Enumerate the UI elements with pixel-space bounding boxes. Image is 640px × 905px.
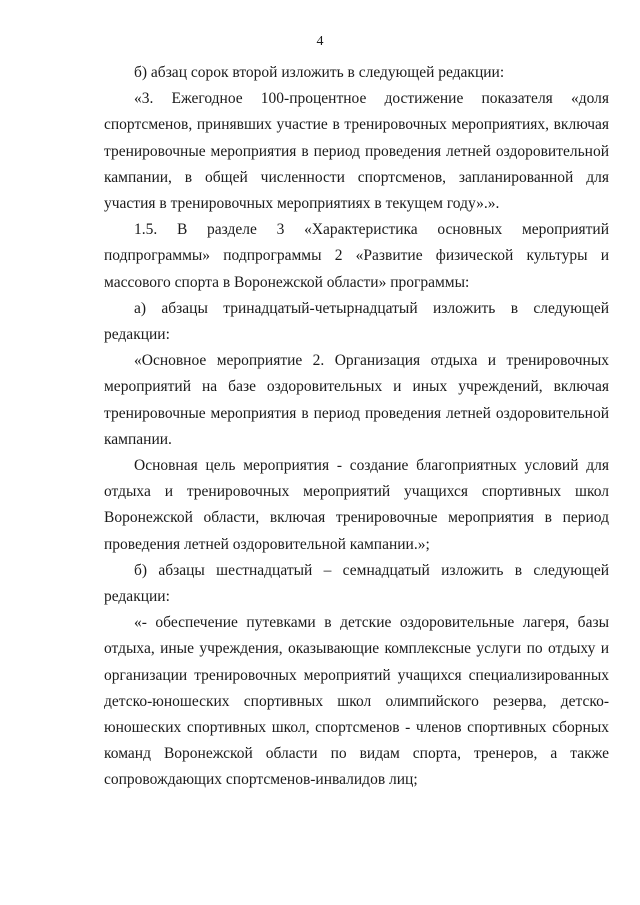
paragraph-5: «Основное мероприятие 2. Организация отдыха и тренировочных мероприятий на базе оздоровительных и иных учреждений, включая тренировочные мероприятия в период проведения летней оздоровительной кампании. [104, 352, 609, 448]
page-number: 4 [316, 34, 324, 49]
paragraph-2: «3. Ежегодное 100-процентное достижение показателя «доля спортсменов, принявших участие в тренировочных мероприятиях, включая тренировочные мероприятия в период проведения летней оздоровительной кампании, в общей численности спортсменов, запланированной для участия в тренировочных мероприятиях в текущем году».». [104, 90, 609, 213]
document-body [104, 60, 609, 794]
paragraph-7: б) абзацы шестнадцатый – семнадцатый изложить в следующей редакции: [104, 561, 609, 606]
paragraph-6: Основная цель мероприятия - создание благоприятных условий для отдыха и тренировочных мероприятий учащихся спортивных школ Воронежской области, включая тренировочные мероприятия в период проведения летней оздоровительной кампании.»; [104, 457, 609, 553]
paragraph-3: 1.5. В разделе 3 «Характеристика основных мероприятий подпрограммы» подпрограммы 2 «Развитие физической культуры и массового спорта в Воронежской области» программы: [104, 221, 609, 291]
paragraph-1: б) абзац сорок второй изложить в следующей редакции: [134, 64, 505, 81]
paragraph-8: «- обеспечение путевками в детские оздоровительные лагеря, базы отдыха, иные учреждения, оказывающие комплексные услуги по отдыху и организации тренировочных мероприятий учащихся специализированных детско-юношеских спортивных школ олимпийского резерва, детско-юношеских спортивных школ, спортсменов - членов спортивных сборных команд Воронежской области по видам спорта, тренеров, а также сопровождающих спортсменов-инвалидов лиц; [104, 614, 609, 789]
paragraph-4: а) абзацы тринадцатый-четырнадцатый изложить в следующей редакции: [104, 299, 609, 344]
